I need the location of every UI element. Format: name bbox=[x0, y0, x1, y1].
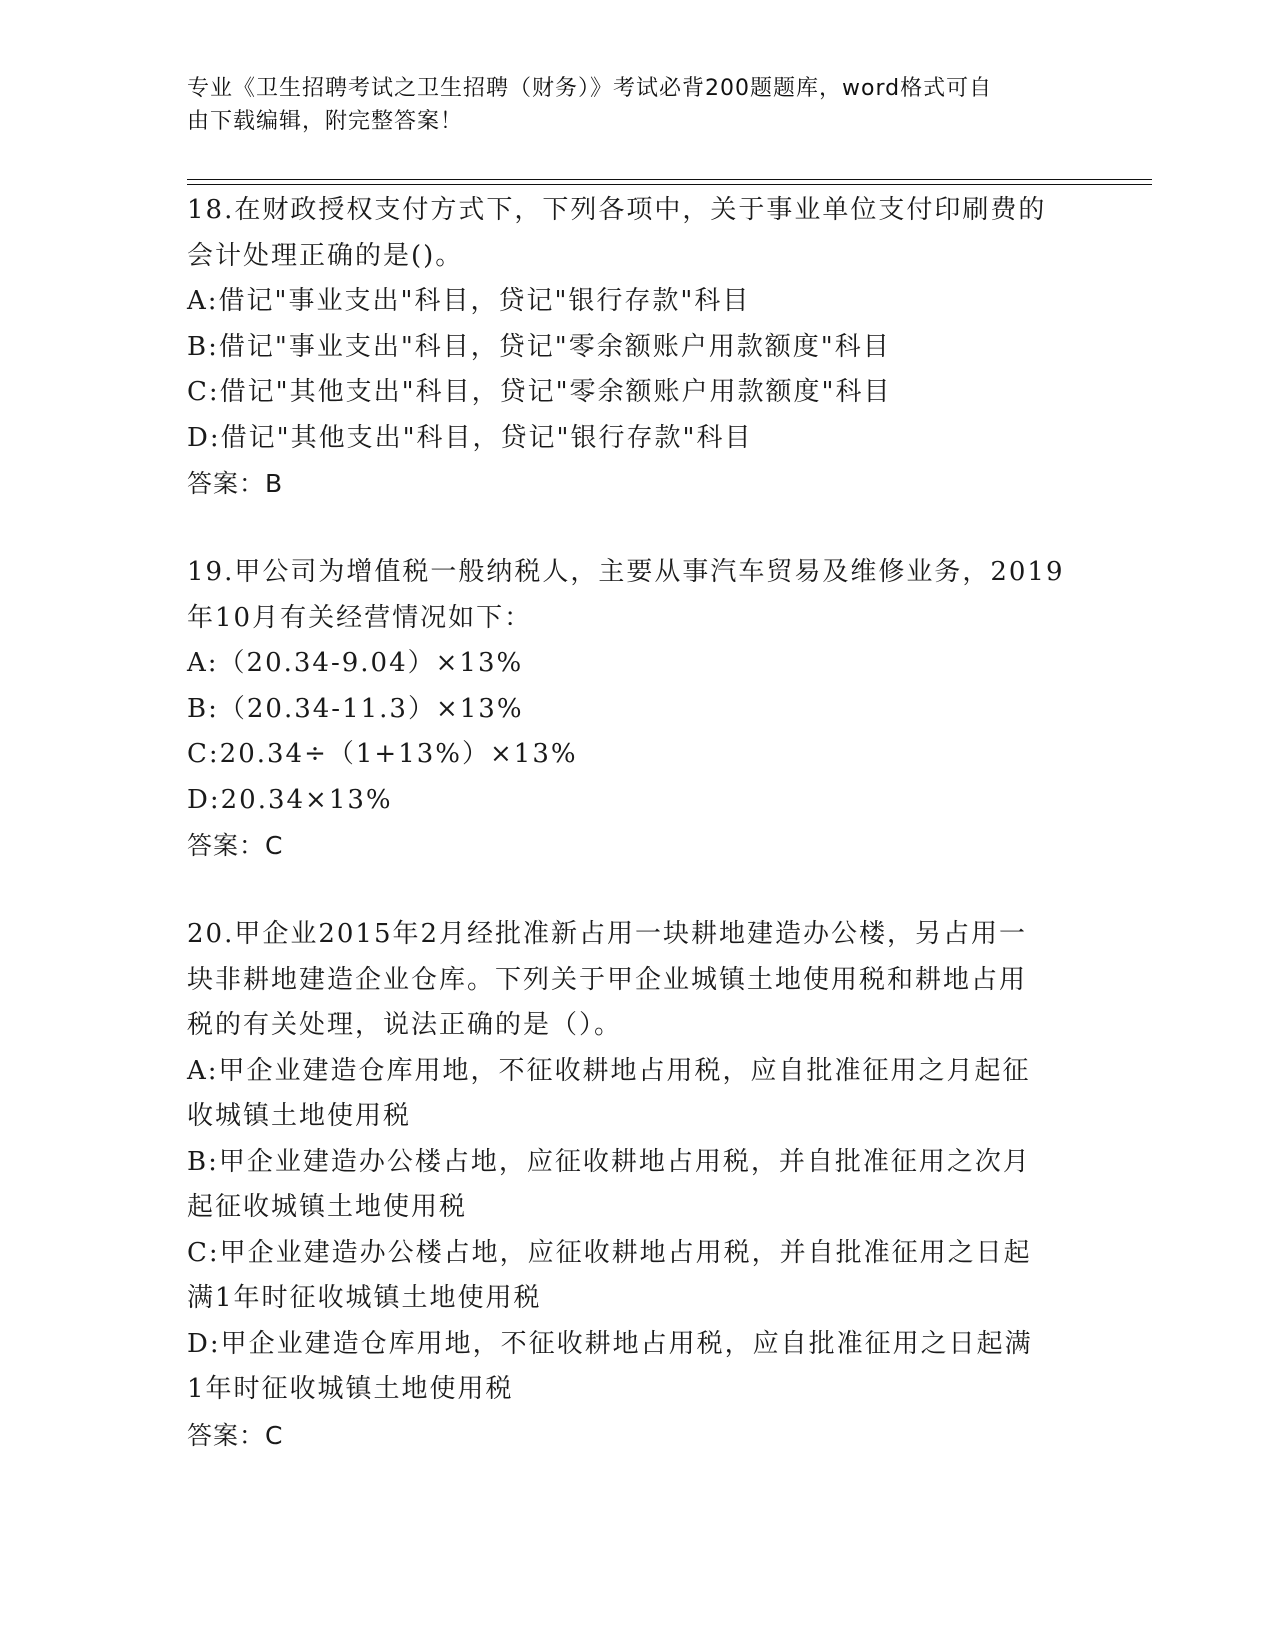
question-list bbox=[187, 188, 1087, 1459]
question-stem-line: 20.甲企业2015年2月经批准新占用一块耕地建造办公楼，另占用一 bbox=[187, 919, 1028, 949]
question-19 bbox=[187, 550, 1087, 869]
option-b: B:甲企业建造办公楼占地，应征收耕地占用税，并自批准征用之次月 bbox=[187, 1146, 1031, 1177]
option-d-continued: 1年时征收城镇土地使用税 bbox=[187, 1374, 514, 1404]
option-a: A:（20.34-9.04）×13% bbox=[187, 648, 524, 678]
option-b-continued: 起征收城镇土地使用税 bbox=[187, 1192, 468, 1222]
question-18 bbox=[187, 188, 1087, 507]
option-c: C:借记"其他支出"科目，贷记"零余额账户用款额度"科目 bbox=[187, 377, 892, 407]
question-stem-line: 18.在财政授权支付方式下，下列各项中，关于事业单位支付印刷费的 bbox=[187, 195, 1047, 225]
header-line: 专业《卫生招聘考试之卫生招聘（财务）》考试必背200题题库，word格式可自 bbox=[187, 76, 993, 101]
header-divider bbox=[187, 184, 1152, 185]
answer-label: 答案：C bbox=[187, 1420, 284, 1450]
question-stem-line: 19.甲公司为增值税一般纳税人，主要从事汽车贸易及维修业务，2019 bbox=[187, 557, 1065, 587]
option-a: A:借记"事业支出"科目，贷记"银行存款"科目 bbox=[187, 286, 751, 316]
option-c: C:20.34÷（1+13%）×13% bbox=[187, 739, 578, 769]
header-line: 由下载编辑，附完整答案！ bbox=[187, 109, 464, 134]
option-d: D:20.34×13% bbox=[187, 784, 393, 815]
option-a-continued: 收城镇土地使用税 bbox=[187, 1101, 412, 1131]
option-c: C:甲企业建造办公楼占地，应征收耕地占用税，并自批准征用之日起 bbox=[187, 1237, 1032, 1268]
answer-label: 答案：C bbox=[187, 831, 284, 860]
option-b: B:（20.34-11.3）×13% bbox=[187, 693, 524, 724]
question-stem-line: 会计处理正确的是()。 bbox=[187, 240, 464, 271]
question-stem-line: 块非耕地建造企业仓库。下列关于甲企业城镇土地使用税和耕地占用 bbox=[187, 964, 1028, 995]
question-stem-line: 年10月有关经营情况如下： bbox=[187, 602, 533, 633]
question-stem-line: 税的有关处理，说法正确的是（）。 bbox=[187, 1010, 623, 1040]
answer-label: 答案：B bbox=[187, 469, 284, 498]
option-d: D:甲企业建造仓库用地，不征收耕地占用税，应自批准征用之日起满 bbox=[187, 1328, 1033, 1359]
option-b: B:借记"事业支出"科目，贷记"零余额账户用款额度"科目 bbox=[187, 331, 891, 362]
question-spacer bbox=[187, 507, 1087, 550]
option-d: D:借记"其他支出"科目，贷记"银行存款"科目 bbox=[187, 422, 753, 453]
option-c-continued: 满1年时征收城镇土地使用税 bbox=[187, 1283, 542, 1313]
option-a: A:甲企业建造仓库用地，不征收耕地占用税，应自批准征用之月起征 bbox=[187, 1055, 1031, 1086]
question-spacer bbox=[187, 869, 1087, 912]
document-header bbox=[187, 72, 1067, 138]
question-20 bbox=[187, 912, 1087, 1459]
header-divider bbox=[187, 179, 1152, 180]
